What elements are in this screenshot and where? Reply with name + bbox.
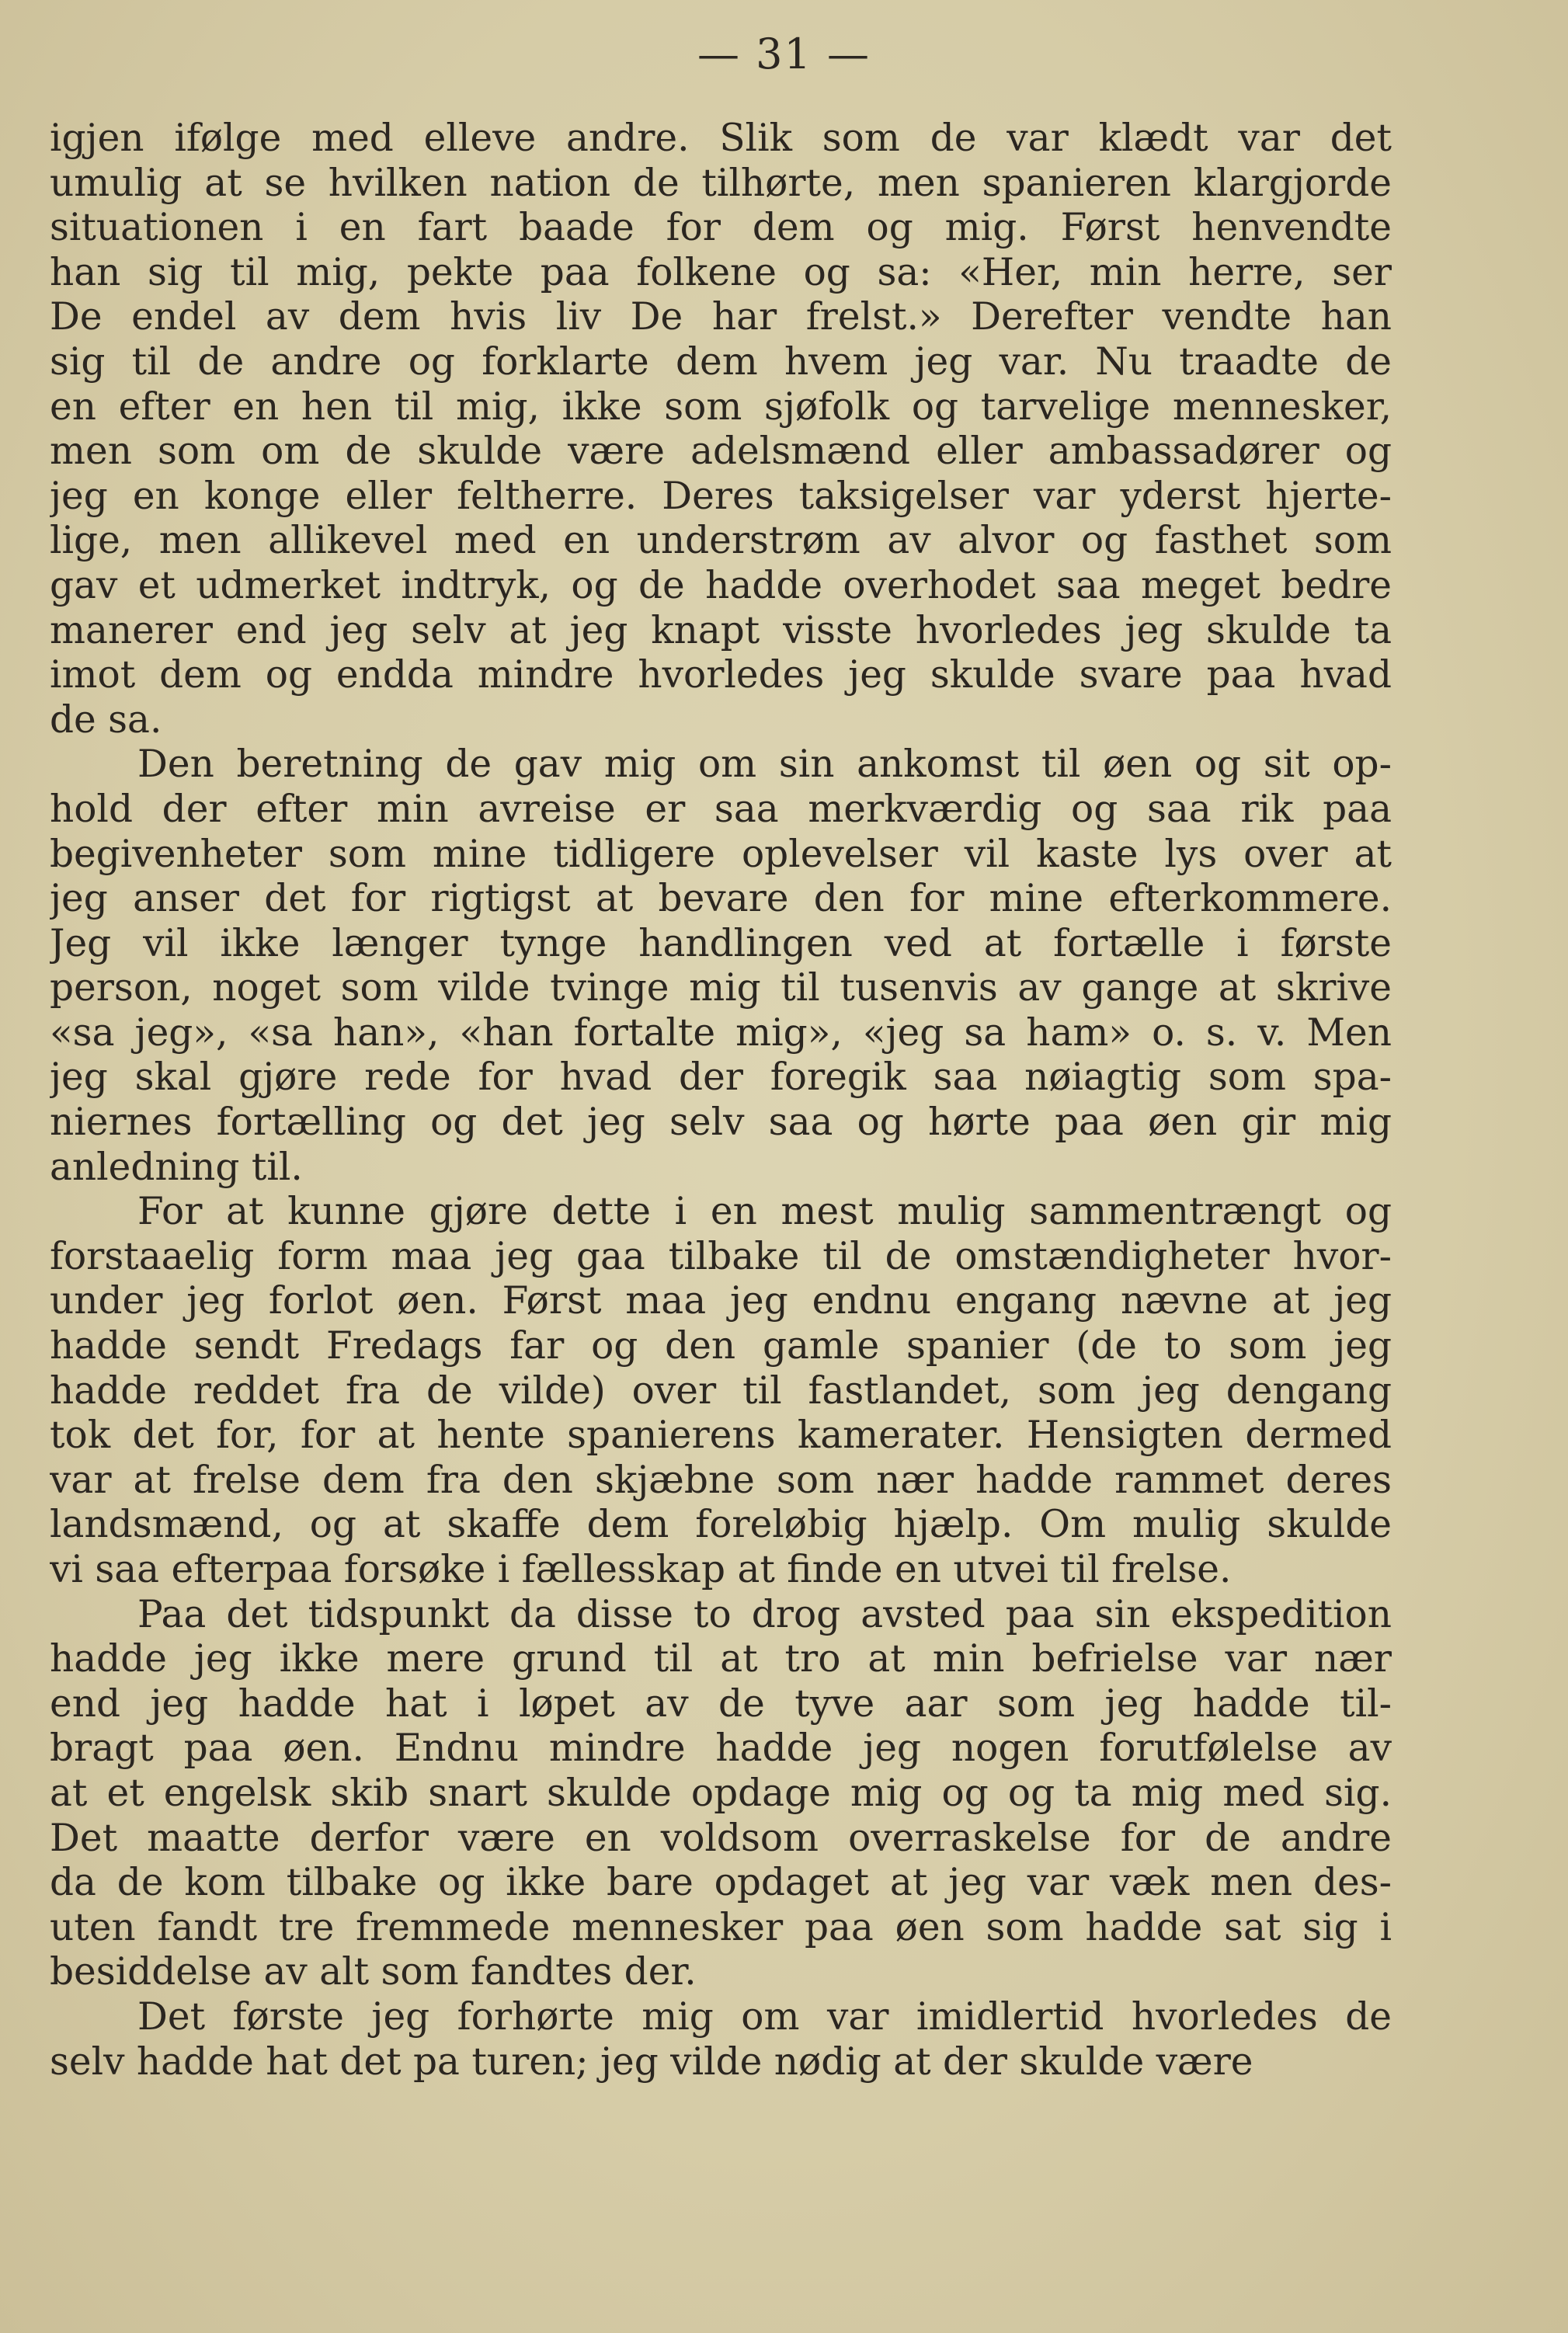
text-line: tok det for, for at hente spanierens kamerater. Hensigten dermed [50,1413,1392,1458]
text-line: forstaaelig form maa jeg gaa tilbake til de omstændigheter hvor- [50,1234,1392,1278]
text-line: situationen i en fart baade for dem og mig. Først henvendte [50,206,1392,250]
text-line: sig til de andre og forklarte dem hvem jeg var. Nu traadte de [50,339,1392,384]
text-line: Den beretning de gav mig om sin ankomst til øen og sit op- [137,742,1392,787]
paragraph [50,1190,1392,1592]
text-line: bragt paa øen. Endnu mindre hadde jeg nogen forutfølelse av [50,1726,1392,1771]
text-line: uten fandt tre fremmede mennesker paa øen som hadde sat sig i [50,1905,1392,1949]
text-line: anledning til. [50,1145,303,1189]
text-line: at et engelsk skib snart skulde opdage mig og og ta mig med sig. [50,1771,1392,1815]
text-line: hadde sendt Fredags far og den gamle spanier (de to som jeg [50,1324,1392,1368]
text-line: jeg anser det for rigtigst at bevare den for mine efterkommere. [50,877,1392,921]
text-line: Det første jeg forhørte mig om var imidlertid hvorledes de [137,1994,1392,2039]
text-line: Det maatte derfor være en voldsom overraskelse for de andre [50,1816,1392,1860]
paragraph [50,116,1392,742]
text-line: han sig til mig, pekte paa folkene og sa: «Her, min herre, ser [50,250,1392,294]
text-line: person, noget som vilde tvinge mig til tusenvis av gange at skrive [50,966,1392,1010]
text-line: igjen ifølge med elleve andre. Slik som de var klædt var det [50,116,1392,160]
text-line: end jeg hadde hat i løpet av de tyve aar som jeg hadde til- [50,1681,1392,1726]
text-line: de sa. [50,697,162,742]
text-line: lige, men allikevel med en understrøm av alvor og fasthet som [50,519,1392,563]
text-line: De endel av dem hvis liv De har frelst.» Derefter vendte han [50,295,1392,339]
text-line: Jeg vil ikke længer tynge handlingen ved at fortælle i første [50,921,1392,965]
text-line: «sa jeg», «sa han», «han fortalte mig», «jeg sa ham» o. s. v. Men [50,1010,1392,1055]
page-number: — 31 — [697,30,871,78]
paragraph [50,1995,1392,2084]
text-line: Paa det tidspunkt da disse to drog avsted paa sin ekspedition [137,1592,1392,1636]
text-line: jeg en konge eller feltherre. Deres taksigelser var yderst hjerte- [50,474,1392,518]
text-line: en efter en hen til mig, ikke som sjøfolk og tarvelige mennesker, [50,384,1392,429]
paragraph [50,742,1392,1190]
text-line: jeg skal gjøre rede for hvad der foregik saa nøiagtig som spa- [50,1055,1392,1100]
text-line: landsmænd, og at skaffe dem foreløbig hjælp. Om mulig skulde [50,1503,1392,1547]
text-line: begivenheter som mine tidligere oplevelser vil kaste lys over at [50,832,1392,876]
text-line: manerer end jeg selv at jeg knapt visste hvorledes jeg skulde ta [50,608,1392,652]
text-line: selv hadde hat det pa turen; jeg vilde nødig at der skulde være [50,2039,1253,2084]
text-line: umulig at se hvilken nation de tilhørte, men spanieren klargjorde [50,161,1392,205]
text-line: var at frelse dem fra den skjæbne som nær hadde rammet deres [50,1458,1392,1502]
paragraph [50,1593,1392,1995]
text-line: besiddelse av alt som fandtes der. [50,1950,697,1994]
body-text [50,116,1392,2084]
text-line: hadde reddet fra de vilde) over til fastlandet, som jeg dengang [50,1368,1392,1413]
text-line: hadde jeg ikke mere grund til at tro at min befrielse var nær [50,1637,1392,1681]
text-line: vi saa efterpaa forsøke i fællesskap at finde en utvei til frelse. [50,1548,1232,1591]
text-line: imot dem og endda mindre hvorledes jeg skulde svare paa hvad [50,653,1392,697]
text-line: hold der efter min avreise er saa merkværdig og saa rik paa [50,787,1392,831]
text-line: niernes fortælling og det jeg selv saa og hørte paa øen gir mig [50,1100,1392,1145]
text-line: gav et udmerket indtryk, og de hadde overhodet saa meget bedre [50,563,1392,607]
text-line: men som om de skulde være adelsmænd eller ambassadører og [50,429,1392,474]
text-line: under jeg forlot øen. Først maa jeg endnu engang nævne at jeg [50,1279,1392,1323]
text-line: da de kom tilbake og ikke bare opdaget at jeg var væk men des- [50,1861,1392,1905]
text-line: For at kunne gjøre dette i en mest mulig sammentrængt og [137,1190,1392,1234]
